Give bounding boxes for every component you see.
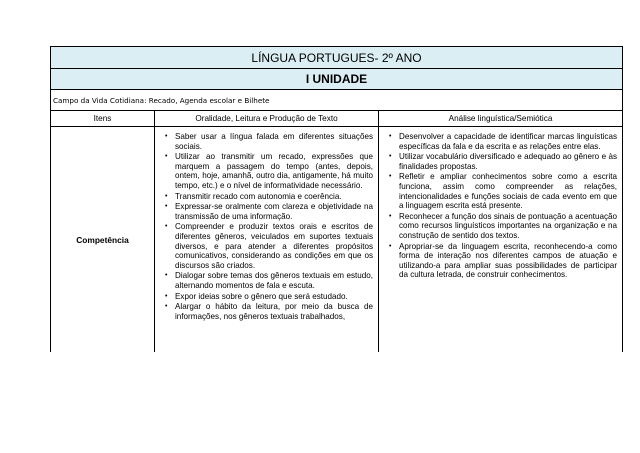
document-title: LÍNGUA PORTUGUES- 2º ANO bbox=[51, 47, 623, 69]
list-item: • Saber usar a língua falada em diferentes situações sociais. bbox=[165, 132, 373, 151]
list-item: • Transmitir recado com autonomia e coerência. bbox=[165, 192, 373, 202]
column-header-oralidade: Oralidade, Leitura e Produção de Texto bbox=[155, 111, 379, 127]
list-item: • Reconhecer a função dos sinais de pontuação a acentuação como recursos linguísticos importantes na organização e na construção de sentido dos textos. bbox=[389, 212, 617, 241]
list-item: • Compreender e produzir textos orais e escritos de diferentes gêneros, veiculados em suportes textuais diversos, e para atender a diferentes propósitos comunicativos, considerando as condições em que os discursos são criados. bbox=[165, 222, 373, 270]
oralidade-cell bbox=[155, 127, 379, 353]
list-item: • Expor ideias sobre o gênero que será estudado. bbox=[165, 292, 373, 302]
list-item: • Alargar o hábito da leitura, por meio da busca de informações, nos gêneros textuais trabalhados, bbox=[165, 302, 373, 321]
list-item: • Utilizar ao transmitir um recado, expressões que marquem a passagem do tempo (antes, depois, ontem, hoje, amanhã, outro dia, antigamente, há muito tempo, etc.) e o nível de informatividade necessário. bbox=[165, 152, 373, 190]
list-item: • Expressar-se oralmente com clareza e objetividade na transmissão de uma informação. bbox=[165, 202, 373, 221]
column-header-analise: Análise linguística/Semiótica bbox=[379, 111, 623, 127]
list-item: • Refletir e ampliar conhecimentos sobre como a escrita funciona, assim como compreender as relações, intencionalidades e funções sociais de cada evento em que a linguagem escrita está presente. bbox=[389, 172, 617, 210]
oralidade-list bbox=[155, 127, 378, 321]
list-item: • Desenvolver a capacidade de identificar marcas linguísticas específicas da fala e da escrita e as relações entre elas. bbox=[389, 132, 617, 151]
curriculum-table bbox=[50, 46, 623, 352]
list-item: • Utilizar vocabulário diversificado e adequado ao gênero e às finalidades propostas. bbox=[389, 152, 617, 171]
list-item: • Dialogar sobre temas dos gêneros textuais em estudo, alternando momentos de fala e escuta. bbox=[165, 271, 373, 290]
unit-title: I UNIDADE bbox=[51, 69, 623, 90]
analise-list bbox=[379, 127, 622, 280]
analise-cell bbox=[379, 127, 623, 353]
row-label-competencia: Competência bbox=[51, 127, 155, 353]
column-header-itens: Itens bbox=[51, 111, 155, 127]
list-item: • Apropriar-se da linguagem escrita, reconhecendo-a como forma de interação nos diferentes campos de atuação e utilizando-a para ampliar suas possibilidades de participar da cultura letrada, de construir conhecimentos. bbox=[389, 242, 617, 280]
campo-description: Campo da Vida Cotidiana: Recado, Agenda escolar e Bilhete bbox=[51, 90, 623, 111]
